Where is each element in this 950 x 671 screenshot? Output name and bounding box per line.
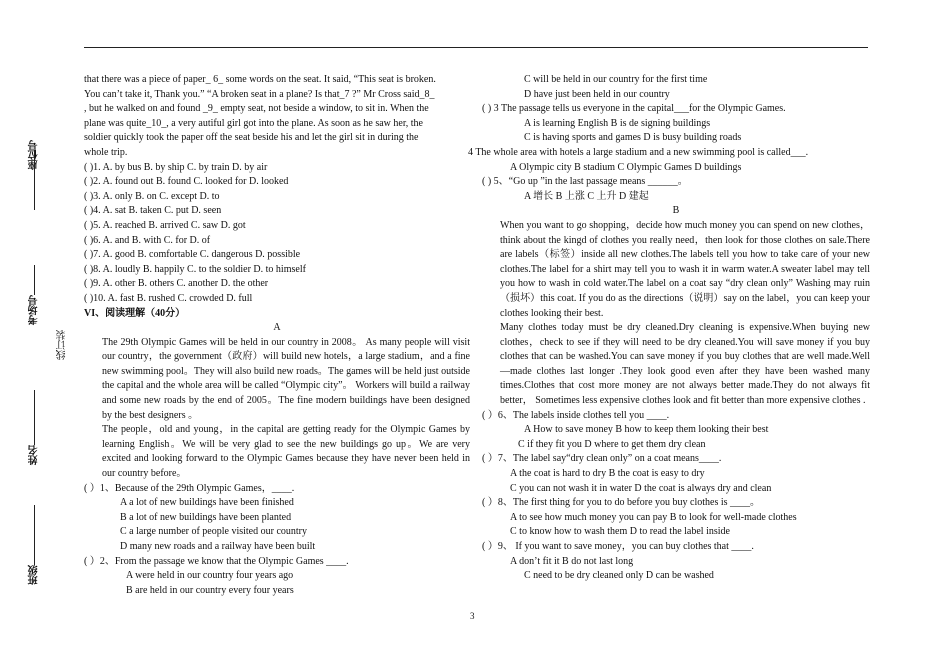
question-2-option-b: B are held in our country every four years <box>126 584 294 596</box>
story-line: whole trip. <box>84 146 128 158</box>
question-3: ( ) 3 The passage tells us everyone in the capital___for the Olympic Games. <box>482 103 786 115</box>
cloze-option: ( )6. A. and B. with C. for D. of <box>84 234 211 246</box>
passage-b-label: B <box>672 205 680 217</box>
question-4-options: A Olympic city B stadium C Olympic Games D buildings <box>510 161 742 173</box>
question-1-option-a: A a lot of new buildings have been finished <box>120 497 294 509</box>
cloze-option: ( )7. A. good B. comfortable C. dangerous D. possible <box>84 249 301 261</box>
seal-line-label: 线订装 <box>57 330 68 360</box>
question-5: ( ) 5、“Go up ”in the last passage means ______。 <box>482 176 688 188</box>
question-7-options-ab: A the coat is hard to dry B the coat is easy to dry <box>510 468 705 480</box>
story-line: plane was quite_10_, a very autiful girl got into the plane. As soon as he saw her, the <box>84 117 423 129</box>
question-4: 4 The whole area with hotels a large stadium and a new swimming pool is called___. <box>468 146 809 158</box>
seat-number-label: 座位号 <box>29 140 40 170</box>
question-9: ( ）9、 If you want to save money，you can buy clothes that ____. <box>482 541 754 552</box>
passage-a-paragraph-2: The people，old and young，in the capital are getting ready for the Olympic Games by learning English。We will be very glad to see the new buildings go up。We are very excited and looking forward to the Olympic Games because they have never been held in our country before。 <box>102 424 470 480</box>
exam-room-line <box>34 265 35 295</box>
story-line: , but he walked on and found _9_ empty seat, not beside a window, to sit in. When the <box>84 103 429 115</box>
cloze-option: ( )3. A. only B. on C. except D. to <box>84 190 220 202</box>
question-3-options-cd: C is having sports and games D is busy building roads <box>524 132 742 144</box>
story-line: that there was a piece of paper_ 6_ some words on the seat. It said, “This seat is broken. <box>84 74 436 85</box>
question-6-options-cd: C if they fit you D where to get them dry clean <box>518 438 706 450</box>
cloze-option: ( )10. A. fast B. rushed C. crowded D. full <box>84 292 253 304</box>
question-6: ( ）6、The labels inside clothes tell you ____. <box>482 409 670 421</box>
story-line: soldier quickly took the paper off the seat beside his and let the girl sit in during the <box>84 132 419 144</box>
right-column <box>468 73 870 584</box>
cloze-option: ( )9. A. other B. others C. another D. the other <box>84 278 269 290</box>
cloze-option: ( )4. A. sat B. taken C. put D. seen <box>84 205 222 217</box>
name-label: 姓名 <box>29 445 40 465</box>
exam-room-label: 考场号 <box>29 295 40 325</box>
story-line: You can’t take it, Thank you.” “A broken seat in a plane? Is that_7 ?” Mr Cross said_8_ <box>84 88 435 100</box>
question-9-options-cd: C need to be dry cleaned only D can be washed <box>524 570 714 582</box>
cloze-option: ( )2. A. found out B. found C. looked for D. looked <box>84 176 289 188</box>
class-line <box>34 505 35 565</box>
question-9-options-ab: A don’t fit it B do not last long <box>510 555 634 567</box>
question-7: ( ）7、The label say“dry clean only” on a coat means____. <box>482 453 722 465</box>
cloze-option: ( )1. A. by bus B. by ship C. by train D. by air <box>84 161 268 173</box>
binding-margin <box>0 0 80 671</box>
question-8: ( ）8、The first thing for you to do before you buy clothes is ____。 <box>482 497 761 509</box>
question-1-option-c: C a large number of people visited our country <box>120 526 307 538</box>
question-6-options-ab: A How to save money B how to keep them looking their best <box>524 424 769 436</box>
passage-b-paragraph-2: Many clothes today must be dry cleaned.Dry cleaning is expensive.When buying new clothes，check to see if they will need to be dry cleaned.You will save money if you buy clothes that can be washed.You can save money if you buy clothes that are well made.Well—made clothes last longer .They look good even after they have been washed many times.Clothes that cost more money are not always better made.They do not always fit better， Sometimes less expensive clothes look and fit better than more expensive clothes . <box>500 322 870 407</box>
question-3-options-ab: A is learning English B is de signing buildings <box>524 117 711 129</box>
seat-number-line <box>34 150 35 210</box>
passage-a-paragraph-1: The 29th Olympic Games will be held in our country in 2008。 As many people will visit our country，the government（政府）will build new hotels，a large stadium，and a fine new swimming pool。They will also build new roads。The games will be held just outside the capital and the whole area will be called “Olympic city”。 Workers will build a railway and some new roads by the end of 2005。The fine modern buildings have been designed by the best designers 。 <box>102 336 470 421</box>
question-1: ( ）1、Because of the 29th Olympic Games，____. <box>84 482 295 494</box>
left-column <box>84 73 470 598</box>
question-2-option-c: C will be held in our country for the first time <box>524 74 708 85</box>
question-8-options-cd: C to know how to wash them D to read the label inside <box>510 526 730 538</box>
question-8-options-ab: A to see how much money you can pay B to look for well-made clothes <box>510 511 797 523</box>
page-number: 3 <box>470 611 475 621</box>
question-1-option-d: D many new roads and a railway have been built <box>120 541 316 552</box>
passage-b-paragraph-1: When you want to go shopping，decide how much money you can spend on new clothes，think about the kingd of clothes you really need，then look for those clothes on sale.There are labels（标签）inside all new clothes.The labels tell you how to take care of your new clothes.The label for a shirt may tell you to wash it in warm water.A sweater label may tell you how to wash in cold water.The label on a coat say “dry clean only” Washing may ruin（损坏）this coat. If you do as the directions（说明）say on the label，you can keep your clothes looking their best. <box>500 219 870 319</box>
question-2-option-d: D have just been held in our country <box>524 88 670 100</box>
question-1-option-b: B a lot of new buildings have been planted <box>120 511 292 523</box>
class-label: 班级 <box>29 565 40 585</box>
cloze-option: ( )5. A. reached B. arrived C. saw D. got <box>84 219 246 231</box>
passage-a-label: A <box>273 322 281 334</box>
question-7-options-cd: C you can not wash it in water D the coat is always dry and clean <box>510 482 772 494</box>
name-line <box>34 390 35 445</box>
question-2: ( ）2、From the passage we know that the Olympic Games ____. <box>84 555 349 567</box>
question-5-options: A 增长 B 上涨 C 上升 D 建起 <box>524 190 649 202</box>
section-title: VI、阅读理解（40分） <box>84 307 186 319</box>
header-rule <box>84 47 868 48</box>
question-2-option-a: A were held in our country four years ago <box>126 570 294 582</box>
cloze-option: ( )8. A. loudly B. happily C. to the soldier D. to himself <box>84 263 306 275</box>
